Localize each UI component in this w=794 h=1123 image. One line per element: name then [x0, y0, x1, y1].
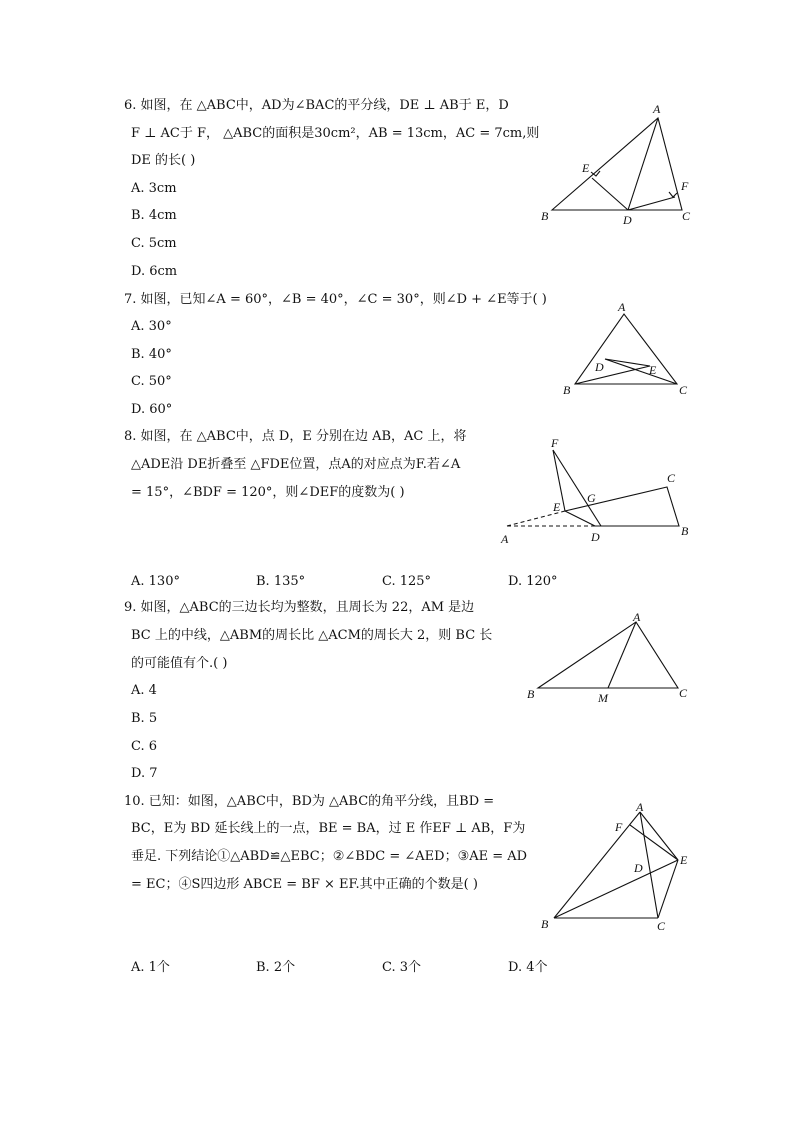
q8-option-a: A. 130° [131, 574, 180, 589]
q7-triangle-abc [575, 314, 677, 384]
q6-label-b: B [541, 209, 549, 223]
q7-label-d: D [595, 360, 604, 374]
q10-segment-ce [658, 860, 678, 918]
q8-option-c: C. 125° [382, 574, 432, 589]
q10-label-a: A [636, 800, 644, 814]
q8-label-b: B [681, 524, 689, 538]
q8-figure [495, 432, 700, 547]
q10-label-e: E [680, 853, 688, 867]
q7-option-c: C. 50° [131, 374, 172, 389]
q8-label-f: F [551, 436, 559, 450]
q10-label-c: C [657, 919, 666, 933]
q6-label-f: F [681, 179, 689, 193]
q10-segment-be [554, 860, 678, 918]
q9-option-a: A. 4 [131, 683, 157, 698]
q6-triangle-abc [552, 118, 682, 210]
q10-stem-line-1: 10. 已知：如图，△ABC中，BD为 △ABC的角平分线，且BD = [124, 794, 495, 809]
q9-stem-line-2: BC 上的中线，△ABM的周长比 △ACM的周长大 2，则 BC 长 [131, 628, 493, 643]
q10-side-ba [554, 812, 640, 918]
q7-stem-line-1: 7. 如图，已知∠A = 60°，∠B = 40°，∠C = 30°，则∠D + ∠E等于( ) [124, 292, 547, 307]
q7-label-a: A [618, 300, 626, 314]
q8-label-e: E [553, 500, 561, 514]
q7-label-b: B [563, 383, 571, 397]
q8-option-b: B. 135° [256, 574, 306, 589]
q8-label-g: G [587, 491, 596, 505]
q10-label-b: B [541, 917, 549, 931]
q9-triangle-abc [538, 622, 678, 688]
q10-label-d: D [634, 861, 643, 875]
q7-segment-de [605, 359, 650, 366]
q10-option-c: C. 3个 [382, 960, 422, 975]
q8-label-c: C [667, 471, 676, 485]
q7-label-c: C [679, 383, 688, 397]
q6-label-d: D [623, 213, 632, 227]
q10-label-f: F [615, 820, 623, 834]
q7-option-a: A. 30° [131, 319, 172, 334]
q9-option-c: C. 6 [131, 739, 158, 754]
q8-label-d: D [591, 530, 600, 544]
q9-label-a: A [633, 610, 641, 624]
q9-option-b: B. 5 [131, 711, 158, 726]
q7-label-e: E [649, 363, 657, 377]
q6-label-c: C [682, 209, 691, 223]
q7-segment-cd [605, 359, 677, 384]
q6-label-a: A [653, 102, 661, 116]
q8-option-d: D. 120° [508, 574, 558, 589]
q9-stem-line-3: 的可能值有个.( ) [131, 656, 228, 671]
q10-stem-line-4: = EC；④S四边形 ABCE = BF × EF.其中正确的个数是( ) [131, 877, 478, 892]
q6-option-d: D. 6cm [131, 264, 178, 279]
q6-stem-line-2: F ⊥ AC于 F， △ABC的面积是30cm²，AB = 13cm，AC = 7cm,则 [131, 126, 540, 141]
q7-option-b: B. 40° [131, 347, 172, 362]
q9-option-d: D. 7 [131, 766, 158, 781]
q8-stem-line-2: △ADE沿 DE折叠至 △FDE位置，点A的对应点为F.若∠A [131, 457, 461, 472]
q10-stem-line-3: 垂足. 下列结论①△ABD≌△EBC；②∠BDC = ∠AED；③AE = AD [131, 849, 528, 864]
q10-option-d: D. 4个 [508, 960, 548, 975]
q10-option-a: A. 1个 [131, 960, 170, 975]
q6-option-c: C. 5cm [131, 236, 177, 251]
q9-label-m: M [598, 691, 608, 705]
q9-stem-line-1: 9. 如图，△ABC的三边长均为整数，且周长为 22，AM 是边 [124, 600, 475, 615]
q6-option-b: B. 4cm [131, 208, 177, 223]
q9-label-c: C [679, 686, 688, 700]
q6-bisector-ad [628, 118, 658, 210]
q6-option-a: A. 3cm [131, 181, 177, 196]
q10-option-b: B. 2个 [256, 960, 296, 975]
q6-stem-line-3: DE 的长( ) [131, 153, 196, 168]
q9-label-b: B [527, 687, 535, 701]
q6-perpendicular-df [628, 197, 675, 210]
q10-figure [530, 798, 705, 938]
q6-right-angle-f [669, 192, 677, 197]
q6-stem-line-1: 6. 如图，在 △ABC中，AD为∠BAC的平分线，DE ⊥ AB于 E，D [124, 98, 509, 113]
q10-side-ac [640, 812, 658, 918]
q6-figure [530, 98, 700, 233]
q8-fold-line-de [565, 511, 595, 526]
q8-stem-line-1: 8. 如图，在 △ABC中，点 D，E 分别在边 AB，AC 上，将 [124, 429, 467, 444]
q7-figure [555, 296, 700, 401]
q8-label-a: A [501, 532, 509, 546]
q6-label-e: E [582, 161, 590, 175]
q7-option-d: D. 60° [131, 402, 173, 417]
q10-stem-line-2: BC，E为 BD 延长线上的一点，BE = BA，过 E 作EF ⊥ AB，F为 [131, 821, 526, 836]
q8-stem-line-3: = 15°，∠BDF = 120°，则∠DEF的度数为( ) [131, 485, 405, 500]
q9-figure [520, 605, 700, 710]
q6-perpendicular-de [592, 178, 628, 210]
